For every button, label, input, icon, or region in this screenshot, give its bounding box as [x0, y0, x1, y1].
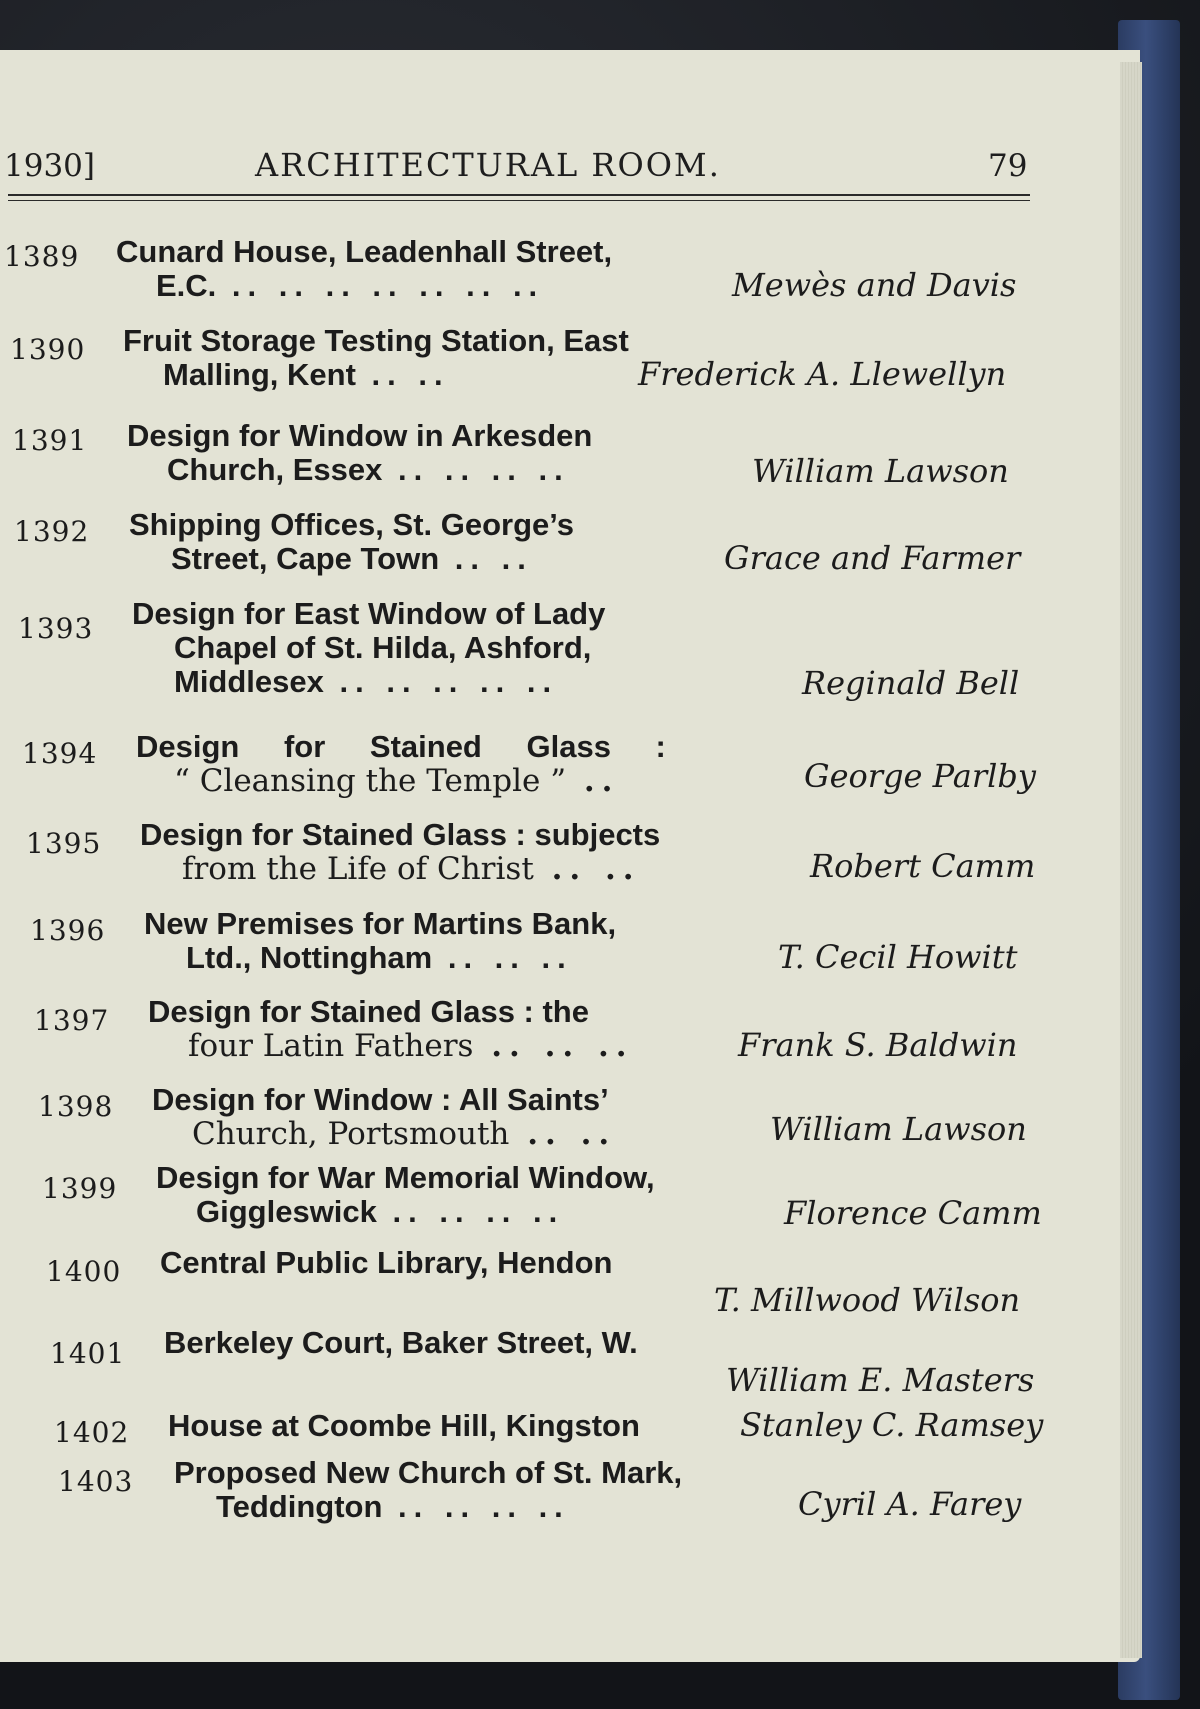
entry-title-line	[174, 763, 619, 799]
entry-title-line	[163, 357, 450, 393]
entry-title-text: “ Cleansing the Temple ”	[174, 763, 567, 799]
entry-title-line	[188, 1028, 634, 1064]
entry-number: 1393	[18, 612, 94, 645]
entry-title-line: House at Coombe Hill, Kingston	[168, 1408, 640, 1443]
header-title: ARCHITECTURAL ROOM.	[255, 146, 721, 184]
entry-title-line: Berkeley Court, Baker Street, W.	[164, 1325, 638, 1360]
entry-title-line: Shipping Offices, St. George’s	[129, 507, 574, 542]
entry-architect: T. Millwood Wilson	[714, 1281, 1021, 1319]
entry-architect: William E. Masters	[726, 1361, 1035, 1399]
entry-title-text: Ltd., Nottingham	[186, 940, 433, 975]
entry-number: 1391	[12, 424, 88, 457]
entry-title-line: Cunard House, Leadenhall Street,	[116, 234, 613, 269]
entry-number: 1392	[14, 515, 90, 548]
entry-architect: Grace and Farmer	[724, 539, 1021, 577]
entry-title-line: Proposed New Church of St. Mark,	[174, 1455, 683, 1490]
entry-title-text: Malling, Kent	[163, 357, 356, 392]
entry-title-text: Street, Cape Town	[171, 541, 440, 576]
entry-title-line	[216, 1489, 570, 1525]
entry-title-line: Design for War Memorial Window,	[156, 1160, 655, 1195]
dot-leader: .. .. .. ..	[382, 1489, 570, 1524]
entry-architect: William Lawson	[752, 452, 1009, 490]
dot-leader: .. .. .. ..	[382, 452, 570, 487]
entry-number: 1389	[4, 240, 80, 273]
entry-title-line	[192, 1116, 616, 1152]
entry-title-text: Middlesex	[174, 664, 324, 699]
entry-title-line: Central Public Library, Hendon	[160, 1245, 613, 1280]
dot-leader: .. .. .. .. ..	[323, 664, 559, 699]
entry-number: 1401	[50, 1337, 126, 1370]
dot-leader: .. .. ..	[473, 1028, 634, 1064]
entry-title-text: Giggleswick	[196, 1194, 377, 1229]
entry-title-line: Design for Window in Arkesden	[127, 418, 593, 453]
dot-leader: .. ..	[355, 357, 450, 392]
entry-architect: Cyril A. Farey	[798, 1485, 1022, 1523]
entry-number: 1400	[46, 1255, 122, 1288]
entry-architect: Stanley C. Ramsey	[740, 1406, 1044, 1444]
entry-title-line	[167, 452, 570, 488]
entry-title-line: Design for Stained Glass :	[136, 729, 666, 764]
entry-architect: Frank S. Baldwin	[738, 1026, 1018, 1064]
entry-number: 1394	[22, 737, 98, 770]
entry-architect: William Lawson	[770, 1110, 1027, 1148]
dot-leader: .. .. ..	[432, 940, 573, 975]
page-number: 79	[988, 148, 1028, 184]
entry-title-line	[196, 1194, 564, 1230]
entry-title-text: four Latin Fathers	[188, 1028, 474, 1064]
entry-architect: T. Cecil Howitt	[778, 938, 1018, 976]
entry-architect: Reginald Bell	[802, 664, 1020, 702]
entry-number: 1395	[26, 827, 102, 860]
entry-title-text: E.C.	[156, 268, 217, 303]
entry-number: 1390	[10, 333, 86, 366]
entry-number: 1398	[38, 1090, 114, 1123]
entry-title-line	[174, 664, 558, 700]
entry-title-line: Design for Window : All Saints’	[152, 1082, 609, 1117]
dot-leader: ..	[566, 763, 620, 799]
entry-title-line: New Premises for Martins Bank,	[144, 906, 617, 941]
entry-number: 1403	[58, 1465, 134, 1498]
entry-title-line: Design for Stained Glass : the	[148, 994, 589, 1029]
entry-title-line: Design for East Window of Lady	[132, 596, 606, 631]
entry-title-line: Fruit Storage Testing Station, East	[123, 323, 629, 358]
entry-title-line: Design for Stained Glass : subjects	[140, 817, 661, 852]
header-year: 1930]	[4, 148, 95, 184]
dot-leader: .. ..	[439, 541, 533, 576]
dot-leader: .. .. .. ..	[376, 1194, 565, 1229]
dot-leader: .. ..	[533, 851, 641, 887]
entry-architect: Mewès and Davis	[732, 266, 1017, 304]
entry-architect: Robert Camm	[810, 847, 1036, 885]
entry-title-line	[182, 851, 641, 887]
entry-number: 1399	[42, 1172, 118, 1205]
dot-leader: .. ..	[509, 1116, 617, 1152]
entry-title-line	[171, 541, 533, 577]
entry-title-line	[186, 940, 573, 976]
entry-number: 1402	[54, 1416, 130, 1449]
entry-number: 1396	[30, 914, 106, 947]
entry-title-text: from the Life of Christ	[182, 851, 534, 887]
entry-architect: George Parlby	[804, 757, 1036, 795]
entry-title-text: Church, Essex	[167, 452, 383, 487]
entry-title-line: Chapel of St. Hilda, Ashford,	[174, 630, 592, 665]
entry-architect: Frederick A. Llewellyn	[638, 355, 1007, 393]
entry-title-line	[156, 268, 544, 304]
entry-architect: Florence Camm	[784, 1194, 1042, 1232]
entry-title-text: Church, Portsmouth	[192, 1116, 510, 1152]
entry-number: 1397	[34, 1004, 110, 1037]
dot-leader: .. .. .. .. .. .. ..	[216, 268, 545, 303]
entry-title-text: Teddington	[216, 1489, 383, 1524]
